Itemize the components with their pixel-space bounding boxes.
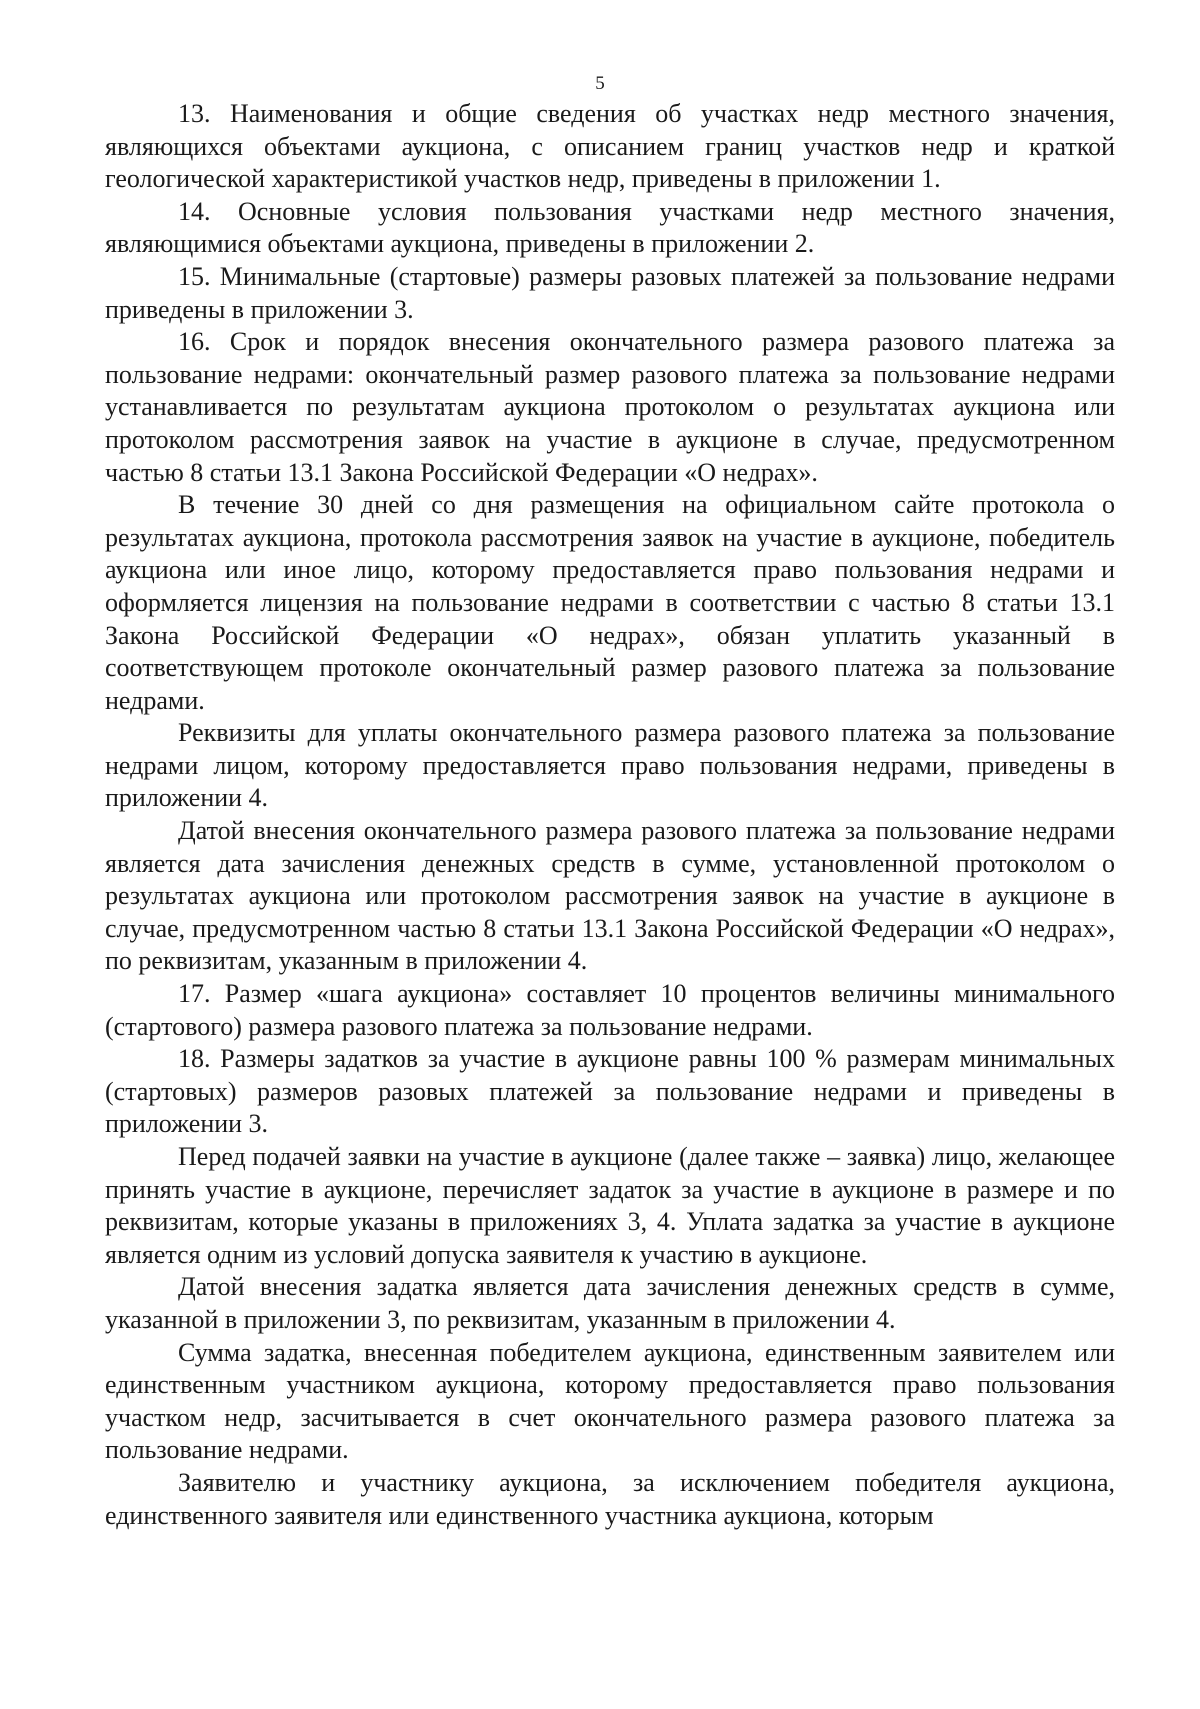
paragraph-18-deposit-return: Заявителю и участнику аукциона, за исключением победителя аукциона, единственного заявителя или единственного участника аукциона, которым	[105, 1467, 1115, 1530]
paragraph-16-payment-term: В течение 30 дней со дня размещения на официальном сайте протокола о результатах аукциона, протокола рассмотрения заявок на участие в аукционе, победитель аукциона или иное лицо, которому предоставляется право пользования недрами и оформляется лицензия на пользование недрами в соответствии с частью 8 статьи 13.1 Закона Российской Федерации «О недрах», обязан уплатить указанный в соответствующем протоколе окончательный размер разового платежа за пользование недрами.	[105, 490, 1115, 715]
page-number: 5	[595, 73, 605, 94]
paragraph-18-deposit-transfer: Перед подачей заявки на участие в аукционе (далее также – заявка) лицо, желающее принять участие в аукционе, перечисляет задаток за участие в аукционе в размере и по реквизитам, которые указаны в приложениях 3, 4. Уплата задатка за участие в аукционе является одним из условий допуска заявителя к участию в аукционе.	[105, 1142, 1115, 1269]
paragraph-18-deposit-credit: Сумма задатка, внесенная победителем аукциона, единственным заявителем или единственным участником аукциона, которому предоставляется право пользования участком недр, засчитывается в счет окончательного размера разового платежа за пользование недрами.	[105, 1337, 1115, 1465]
paragraph-18-deposit-date: Датой внесения задатка является дата зачисления денежных средств в сумме, указанной в приложении 3, по реквизитам, указанным в приложении 4.	[105, 1272, 1115, 1334]
paragraph-13: 13. Наименования и общие сведения об участках недр местного значения, являющихся объектами аукциона, с описанием границ участков недр и краткой геологической характеристикой участков недр, приведены в приложении 1.	[105, 99, 1115, 194]
paragraph-16: 16. Срок и порядок внесения окончательного размера разового платежа за пользование недрами: окончательный размер разового платежа за пользование недрами устанавливается по результатам аукциона протоколом о результатах аукциона или протоколом рассмотрения заявок на участие в аукционе в случае, предусмотренном частью 8 статьи 13.1 Закона Российской Федерации «О недрах».	[105, 327, 1115, 487]
paragraph-18: 18. Размеры задатков за участие в аукционе равны 100 % размерам минимальных (стартовых) размеров разовых платежей за пользование недрами и приведены в приложении 3.	[105, 1044, 1115, 1139]
document-body	[105, 98, 1115, 1532]
paragraph-14: 14. Основные условия пользования участками недр местного значения, являющимися объектами аукциона, приведены в приложении 2.	[105, 196, 1115, 259]
paragraph-17: 17. Размер «шага аукциона» составляет 10 процентов величины минимального (стартового) размера разового платежа за пользование недрами.	[105, 979, 1115, 1041]
paragraph-15: 15. Минимальные (стартовые) размеры разовых платежей за пользование недрами приведены в приложении 3.	[105, 261, 1115, 324]
paragraph-16-requisites: Реквизиты для уплаты окончательного размера разового платежа за пользование недрами лицом, которому предоставляется право пользования недрами, приведены в приложении 4.	[105, 718, 1115, 813]
paragraph-16-payment-date: Датой внесения окончательного размера разового платежа за пользование недрами является дата зачисления денежных средств в сумме, установленной протоколом о результатах аукциона или протоколом рассмотрения заявок на участие в аукционе в случае, предусмотренном частью 8 статьи 13.1 Закона Российской Федерации «О недрах», по реквизитам, указанным в приложении 4.	[105, 816, 1115, 976]
